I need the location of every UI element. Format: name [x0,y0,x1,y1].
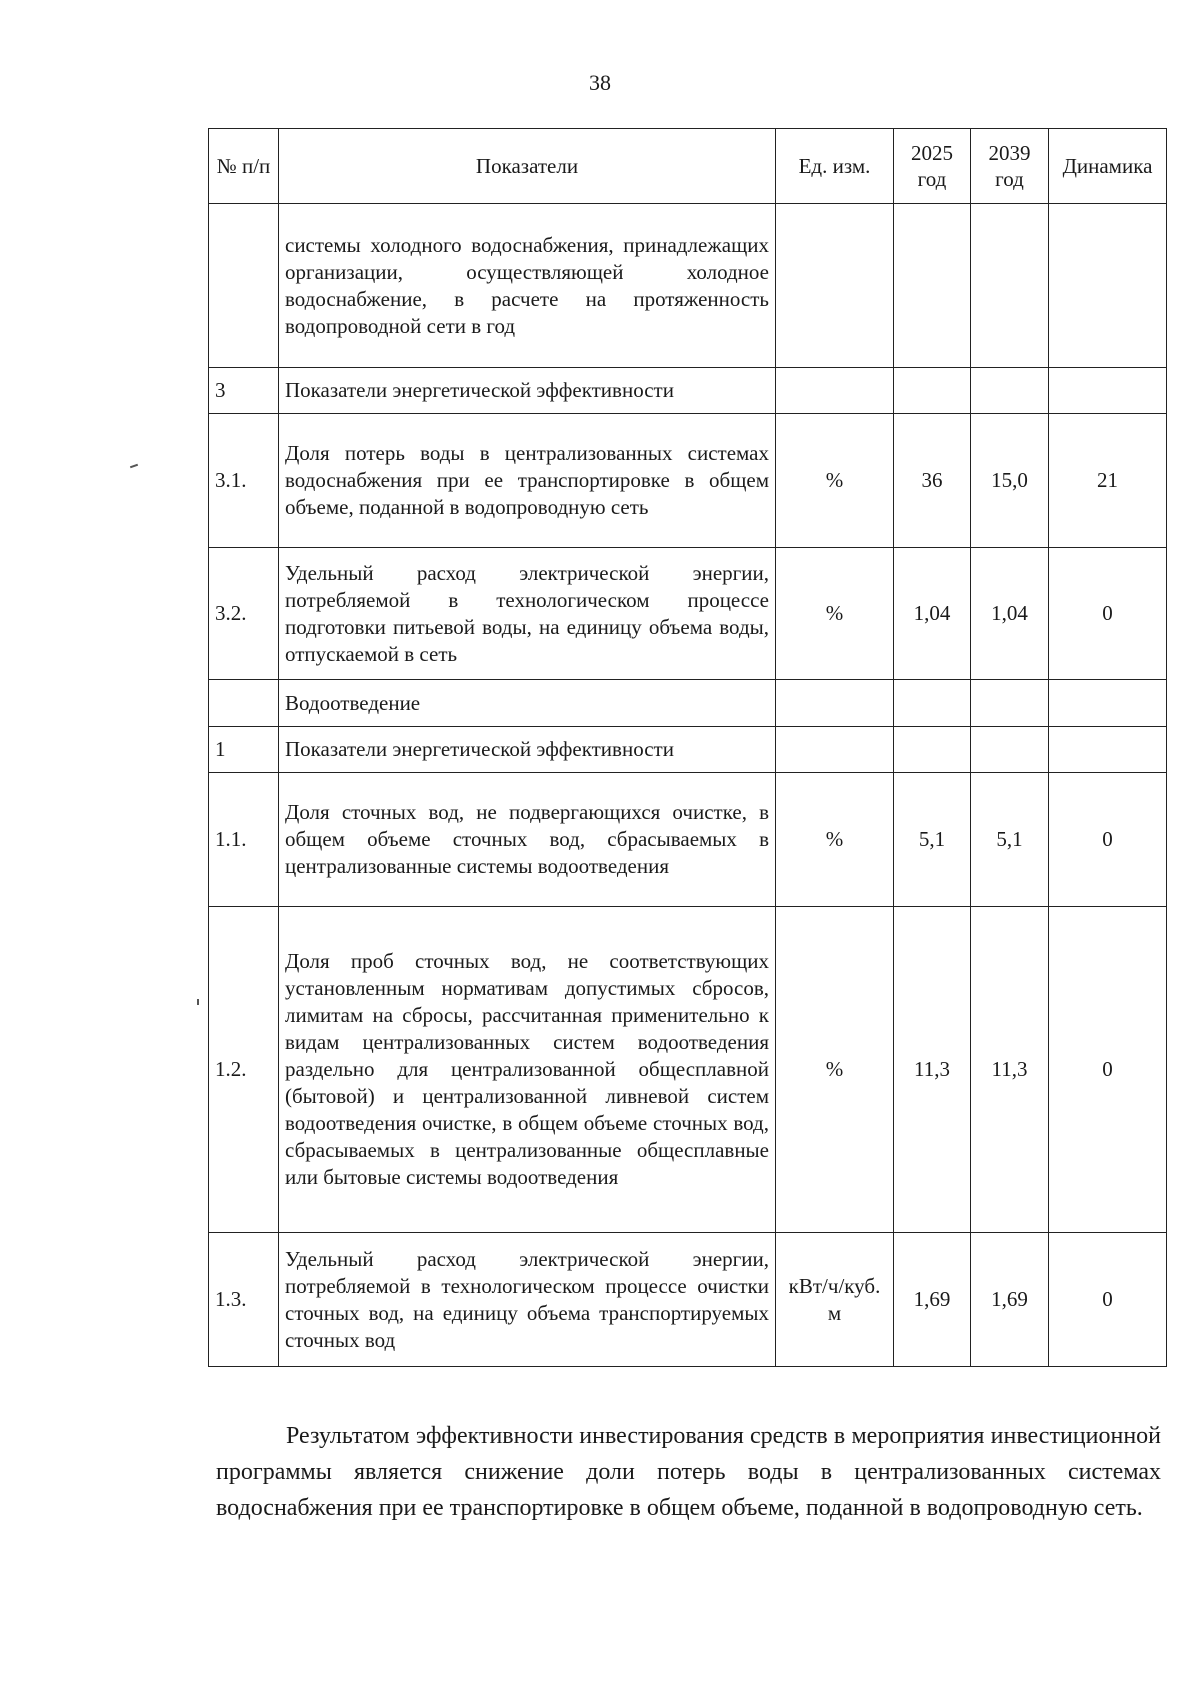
row-2025 [894,680,971,727]
row-dynamics [1049,727,1167,773]
row-unit [776,680,894,727]
row-indicator: Доля проб сточных вод, не соответствующих установленным нормативам допустимых сбросов, лимитам на сбросы, рассчитанная применительно к видам централизованных систем водоотведения раздельно для централизованной общесплавной (бытовой) и централизованной ливневой систем водоотведения очистке, в общем объеме сточных вод, сбрасываемых в централизованные общесплавные или бытовые системы водоотведения [279,907,776,1233]
row-unit: % [776,548,894,680]
row-num [209,204,279,368]
table-header-row [209,129,1167,204]
table-row [209,204,1167,368]
table-row [209,414,1167,548]
row-2025 [894,204,971,368]
row-dynamics: 0 [1049,548,1167,680]
row-num: 1.3. [209,1233,279,1367]
header-year-2025: 2025 год [894,129,971,204]
row-num: 1 [209,727,279,773]
row-num: 3.1. [209,414,279,548]
row-indicator: Удельный расход электрической энергии, потребляемой в технологическом процессе очистки сточных вод, на единицу объема транспортируемых сточных вод [279,1233,776,1367]
row-2025: 1,04 [894,548,971,680]
row-2039: 1,04 [971,548,1049,680]
row-unit [776,368,894,414]
row-2039 [971,204,1049,368]
table-row [209,907,1167,1233]
header-unit: Ед. изм. [776,129,894,204]
row-2039: 11,3 [971,907,1049,1233]
row-num: 1.2. [209,907,279,1233]
table-row [209,1233,1167,1367]
header-num: № п/п [209,129,279,204]
row-indicator: Водоотведение [279,680,776,727]
row-num: 3.2. [209,548,279,680]
row-indicator: Показатели энергетической эффективности [279,727,776,773]
table-row [209,773,1167,907]
row-2039 [971,727,1049,773]
scan-artifact-mark [130,464,138,469]
row-indicator: Удельный расход электрической энергии, потребляемой в технологическом процессе подготовки питьевой воды, на единицу объема воды, отпускаемой в сеть [279,548,776,680]
row-2025: 1,69 [894,1233,971,1367]
row-2039: 5,1 [971,773,1049,907]
table-row [209,680,1167,727]
row-num [209,680,279,727]
row-dynamics [1049,204,1167,368]
indicators-table [208,128,1167,1367]
row-indicator: системы холодного водоснабжения, принадлежащих организации, осуществляющей холодное водоснабжение, в расчете на протяженность водопроводной сети в год [279,204,776,368]
row-2039 [971,368,1049,414]
row-2039: 15,0 [971,414,1049,548]
header-dynamics: Динамика [1049,129,1167,204]
row-dynamics: 0 [1049,1233,1167,1367]
scan-artifact-mark [197,999,199,1005]
page-number: 38 [589,70,611,95]
row-2025 [894,727,971,773]
row-unit: % [776,414,894,548]
table-row [209,368,1167,414]
row-dynamics: 0 [1049,773,1167,907]
table-row [209,548,1167,680]
row-dynamics [1049,368,1167,414]
conclusion-paragraph: Результатом эффективности инвестирования средств в мероприятия инвестиционной программы является снижение доли потерь воды в централизованных системах водоснабжения при ее транспортировке в общем объеме, поданной в водопроводную сеть. [216,1423,1161,1521]
row-unit: % [776,907,894,1233]
row-2039 [971,680,1049,727]
row-unit: кВт/ч/куб. м [776,1233,894,1367]
row-dynamics [1049,680,1167,727]
row-2025: 5,1 [894,773,971,907]
header-year-2039: 2039 год [971,129,1049,204]
row-unit: % [776,773,894,907]
row-num: 3 [209,368,279,414]
row-dynamics: 0 [1049,907,1167,1233]
header-indicator: Показатели [279,129,776,204]
row-2025: 11,3 [894,907,971,1233]
row-2039: 1,69 [971,1233,1049,1367]
row-2025 [894,368,971,414]
row-2025: 36 [894,414,971,548]
row-indicator: Доля потерь воды в централизованных системах водоснабжения при ее транспортировке в общем объеме, поданной в водопроводную сеть [279,414,776,548]
row-unit [776,204,894,368]
table-row [209,727,1167,773]
row-indicator: Показатели энергетической эффективности [279,368,776,414]
row-indicator: Доля сточных вод, не подвергающихся очистке, в общем объеме сточных вод, сбрасываемых в централизованные системы водоотведения [279,773,776,907]
row-dynamics: 21 [1049,414,1167,548]
row-unit [776,727,894,773]
row-num: 1.1. [209,773,279,907]
